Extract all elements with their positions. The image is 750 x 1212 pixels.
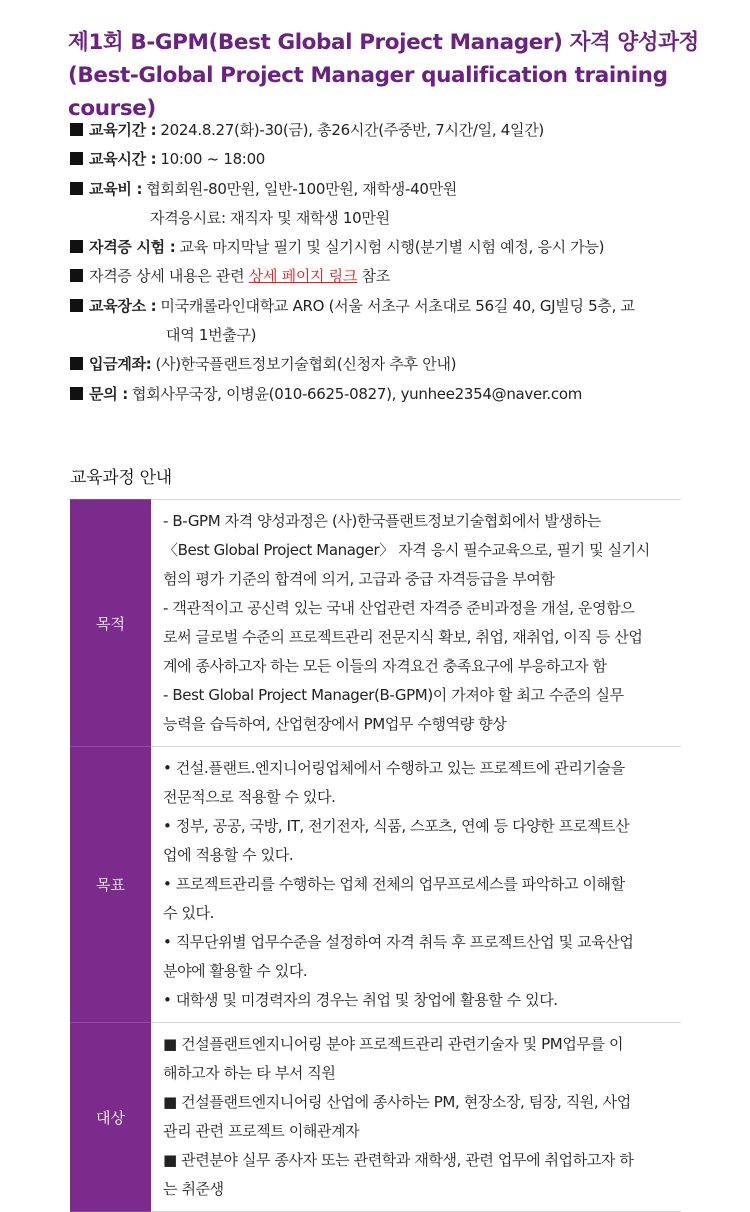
course-line: • 대학생 및 미경력자의 경우는 취업 및 창업에 활용할 수 있다. [163, 991, 558, 1009]
info-fee-value-2: 자격응시료: 재직자 및 재학생 10만원 [150, 208, 390, 227]
course-line: 는 취준생 [163, 1180, 224, 1198]
square-bullet-icon [70, 123, 83, 136]
info-detail [70, 266, 690, 286]
info-fee-extra [70, 208, 690, 228]
course-line: - 객관적이고 공신력 있는 국내 산업관련 자격증 준비과정을 개설, 운영함으 [163, 599, 635, 617]
info-place-value: 미국캐롤라인대학교 ARO (서울 서초구 서초대로 56길 40, GJ빌딩 5층, 교 [160, 296, 635, 315]
info-fee [70, 179, 690, 199]
info-exam [70, 237, 690, 257]
info-contact-label: 문의 : [89, 384, 129, 403]
detail-page-link[interactable]: 상세 페이지 링크 [248, 267, 358, 286]
course-row-target [70, 1023, 681, 1212]
square-bullet-icon [70, 182, 83, 195]
course-line: 업에 적용할 수 있다. [163, 846, 294, 864]
course-line: 로써 글로벌 수준의 프로젝트관리 전문지식 확보, 취업, 재취업, 이직 등 산업 [163, 628, 643, 646]
course-line: 해하고자 하는 타 부서 직원 [163, 1064, 336, 1082]
info-detail-before: 자격증 상세 내용은 관련 [89, 267, 249, 286]
info-contact-value: 협회사무국장, 이병윤(010-6625-0827), yunhee2354@naver.com [132, 384, 583, 403]
course-line: 관리 관련 프로젝트 이해관계자 [163, 1122, 360, 1140]
info-account-label: 입금계좌: [89, 355, 152, 374]
square-bullet-icon [70, 240, 83, 253]
info-place-extra [70, 325, 690, 345]
info-period-label: 교육기간 : [89, 121, 157, 139]
info-fee-value: 협회회원-80만원, 일반-100만원, 재학생-40만원 [146, 179, 457, 198]
course-line: • 건설.플랜트.엔지니어링업체에서 수행하고 있는 프로젝트에 관리기술을 [163, 759, 625, 777]
square-bullet-icon [70, 357, 83, 370]
info-exam-value: 교육 마지막날 필기 및 실기시험 시행(분기별 시험 예정, 응시 가능) [179, 238, 605, 257]
info-place [70, 296, 690, 316]
info-place-label: 교육장소 : [89, 296, 157, 315]
course-body-purpose [151, 500, 681, 747]
course-line: • 프로젝트관리를 수행하는 업체 전체의 업무프로세스를 파악하고 이해할 [163, 875, 625, 893]
course-line: ■ 건설플랜트엔지니어링 분야 프로젝트관리 관련기술자 및 PM업무를 이 [163, 1035, 624, 1053]
square-bullet-icon [70, 152, 83, 165]
info-detail-after: 참조 [357, 267, 390, 286]
square-bullet-icon [70, 387, 83, 400]
course-section-title: 교육과정 안내 [70, 468, 172, 488]
course-line: 능력을 습득하여, 산업현장에서 PM업무 수행역량 향상 [163, 715, 507, 733]
info-time [70, 149, 690, 169]
course-line: - Best Global Project Manager(B-GPM)이 가져야 할 최고 수준의 실무 [163, 686, 624, 704]
info-fee-label: 교육비 : [89, 179, 143, 198]
course-line: ■ 관련분야 실무 종사자 또는 관련학과 재학생, 관련 업무에 취업하고자 하 [163, 1151, 634, 1169]
course-line: ■ 건설플랜트엔지니어링 산업에 종사하는 PM, 현장소장, 팀장, 직원, 사업 [163, 1093, 631, 1111]
info-exam-label: 자격증 시험 : [89, 238, 176, 257]
course-line: 분야에 활용할 수 있다. [163, 962, 308, 980]
square-bullet-icon [70, 269, 83, 282]
course-body-target [151, 1023, 681, 1212]
info-time-value: 10:00 ~ 18:00 [160, 150, 266, 169]
info-list [70, 120, 690, 413]
info-account-value: (사)한국플랜트정보기술협회(신청자 추후 안내) [155, 355, 457, 374]
course-line: 수 있다. [163, 904, 215, 922]
square-bullet-icon [70, 299, 83, 312]
page-title [68, 26, 718, 125]
course-head-goal: 목표 [70, 747, 151, 1023]
course-line: • 직무단위별 업무수준을 설정하여 자격 취득 후 프로젝트산업 및 교육산업 [163, 933, 634, 951]
course-head-target: 대상 [70, 1023, 151, 1212]
info-time-label: 교육시간 : [89, 150, 157, 169]
course-body-goal [151, 747, 681, 1023]
course-line: 험의 평가 기준의 합격에 의거, 고급과 중급 자격등급을 부여함 [163, 570, 555, 588]
course-head-purpose: 목적 [70, 500, 151, 747]
info-contact [70, 384, 690, 404]
info-period-value: 2024.8.27(화)-30(금), 총26시간(주중반, 7시간/일, 4일간) [160, 121, 544, 139]
course-line: • 정부, 공공, 국방, IT, 전기전자, 식품, 스포츠, 연예 등 다양한 프로젝트산 [163, 817, 630, 835]
course-line: 전문적으로 적용할 수 있다. [163, 788, 336, 806]
course-table [70, 499, 681, 1212]
title-line-2: (Best-Global Project Manager qualification training course) [68, 63, 668, 121]
course-row-goal [70, 747, 681, 1023]
title-line-1: 제1회 B-GPM(Best Global Project Manager) 자격 양성과정 [68, 30, 699, 55]
course-row-purpose [70, 500, 681, 747]
info-place-value-2: 대역 1번출구) [166, 326, 257, 345]
course-line: 계에 종사하고자 하는 모든 이들의 자격요건 충족요구에 부응하고자 함 [163, 657, 607, 675]
info-account [70, 354, 690, 374]
info-period [70, 120, 690, 140]
course-line: 〈Best Global Project Manager〉 자격 응시 필수교육으로, 필기 및 실기시 [163, 541, 650, 559]
course-line: - B-GPM 자격 양성과정은 (사)한국플랜트정보기술협회에서 발생하는 [163, 512, 601, 530]
